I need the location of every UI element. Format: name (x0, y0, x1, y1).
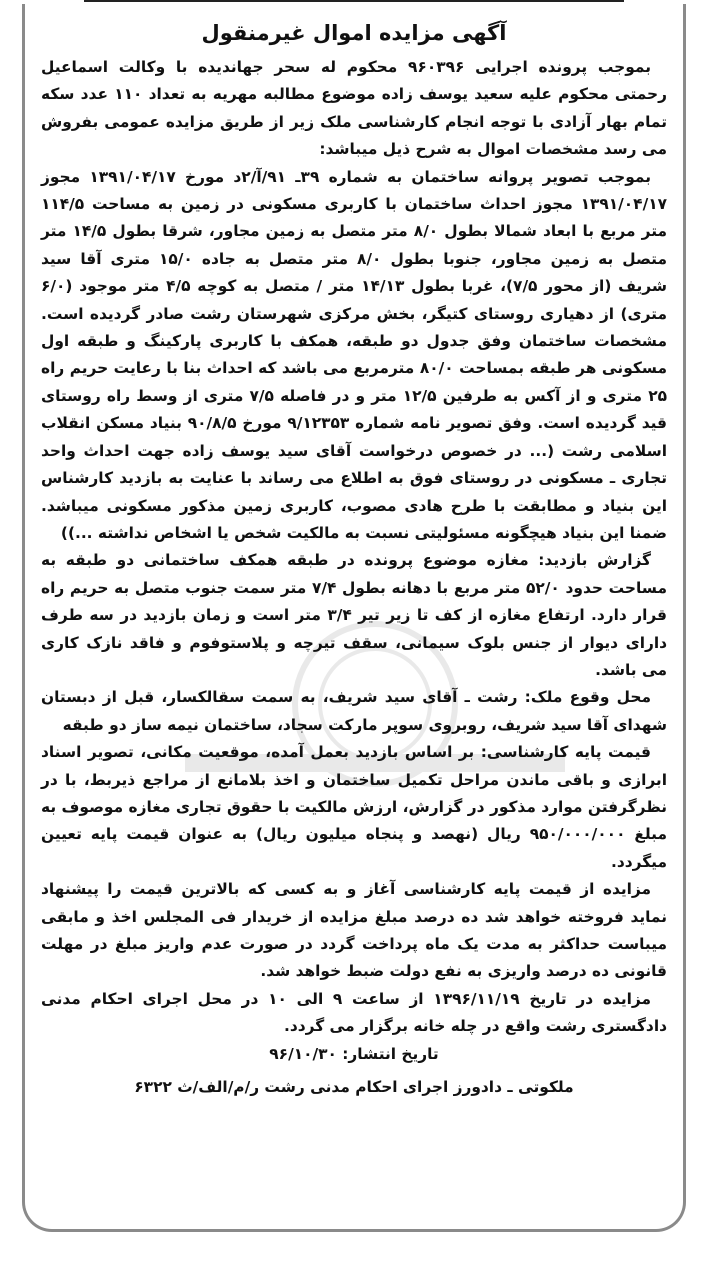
bottom-margin (0, 1234, 708, 1280)
paragraph-case-intro: بموجب پرونده اجرایی ۹۶۰۳۹۶ محکوم له سحر جهاندیده با وکالت اسماعیل رحمتی محکوم علیه سعید یوسف زاده موضوع مطالبه مهریه به تعداد ۱۱۰ عدد سکه تمام بهار آزادی با توجه انجام کارشناسی ملک زیر از طریق مزایده عمومی بفروش می رسد مشخصات اموال به شرح ذیل میباشد: (41, 58, 667, 159)
paragraph-auction-terms: مزایده از قیمت پایه کارشناسی آغاز و به کسی که بالاترین قیمت را پیشنهاد نماید فروخته خواهد شد ده درصد مبلغ مزایده از خریدار فی المجلس اخذ و مابقی میباست حداکثر به مدت یک ماه پرداخت گردد در صورت عدم واریز مبلغ در مهلت قانونی ده درصد واریزی به نفع دولت ضبط خواهد شد. (41, 880, 667, 981)
signature-line: ملکوتی ـ دادورز اجرای احکام مدنی رشت ر/م/الف/ث ۶۳۲۲ (134, 1078, 574, 1097)
paragraph-property-location: محل وقوع ملک: رشت ـ آقای سید شریف، به سمت سقالکسار، قبل از دبستان شهدای آقا سید شریف، روبروی سوپر مارکت سجاد، ساختمان نیمه ساز دو طبقه (41, 688, 667, 734)
top-rule (84, 0, 624, 2)
paragraph-base-price: قیمت پایه کارشناسی: بر اساس بازدید بعمل آمده، موقعیت مکانی، تصویر اسناد ابرازی و باقی ماندن مراحل تکمیل ساختمان و اخذ بلامانع از مراجع ذیربط، با در نظرگرفتن موارد مذکور در گزارش، ارزش مالکیت با حقوق تجاری مغازه موصوف به مبلغ ۹۵۰/۰۰۰/۰۰۰ ریال (نهصد و پنجاه میلیون ریال) به عنوان قیمت پایه تعیین میگردد. (41, 743, 667, 871)
publish-date: تاریخ انتشار: ۹۶/۱۰/۳۰ (269, 1044, 439, 1063)
notice-title: آگهی مزایده اموال غیرمنقول (201, 21, 507, 45)
paragraph-inspection-report: گزارش بازدید: مغازه موضوع پرونده در طبقه همکف ساختمانی دو طبقه به مساحت حدود ۵۲/۰ متر مربع با دهانه بطول ۷/۴ متر سمت جنوب متصل به حریم راه قرار دارد. ارتفاع مغازه از کف تا زیر تیر ۳/۴ متر است و زمان بازدید در سه طرف دارای دیوار از جنس بلوک سیمانی، سقف تیرچه و پلاستوفوم و فاقد نازک کاری می باشد. (41, 551, 667, 679)
paragraph-auction-date: مزایده در تاریخ ۱۳۹۶/۱۱/۱۹ از ساعت ۹ الی ۱۰ در محل اجرای احکام مدنی دادگستری رشت واقع در چله خانه برگزار می گردد. (41, 989, 667, 1036)
notice-body (41, 16, 667, 1101)
notice-frame (22, 4, 686, 1232)
paragraph-building-permit: بموجب تصویر پروانه ساختمان به شماره ۳۹ـ ۹۱/آ/۲د مورخ ۱۳۹۱/۰۴/۱۷ مجوز ۱۳۹۱/۰۴/۱۷ مجوز احداث ساختمان با کاربری مسکونی در زمین به مساحت ۱۱۴/۵ متر مربع با ابعاد شمالا بطول ۸/۰ متر متصل به زمین مجاور، شرقا بطول ۱۴/۵ متر متصل به زمین مجاور، جنوبا بطول ۸/۰ متر متصل به جاده ۱۵/۰ متری آقا سید شریف (از محور ۷/۵)، غربا بطول ۱۴/۱۳ متر / متصل به کوچه ۴/۵ متر موجود (۶/۰ متری) از دهیاری روستای کتیگر، بخش مرکزی شهرستان رشت صادر گردیده است. مشخصات ساختمان وفق جدول دو طبقه، همکف با کاربری پارکینگ و طبقه اول مسکونی هر طبقه بمساحت ۸۰/۰ مترمربع می باشد که احداث بنا با رعایت حریم راه ۲۵ متری و از آکس به طرفین ۱۲/۵ متر و در فاصله ۷/۵ متری از وسط راه روستای قید گردیده است. وفق تصویر نامه شماره ۹/۱۲۳۵۳ مورخ ۹۰/۸/۵ بنیاد مسکن انقلاب اسلامی رشت (... در خصوص درخواست آقای سید یوسف زاده جهت احداث واحد تجاری ـ مسکونی در روستای فوق به اطلاع می رساند با عنایت به بازدید کارشناس این بنیاد و مطابقت با طرح هادی مصوب، کاربری زمین مذکور مسکونی میباشد. ضمنا این بنیاد هیچگونه مسئولیتی نسبت به مالکیت شخص یا اشخاص نداشته ...)) (41, 167, 668, 542)
